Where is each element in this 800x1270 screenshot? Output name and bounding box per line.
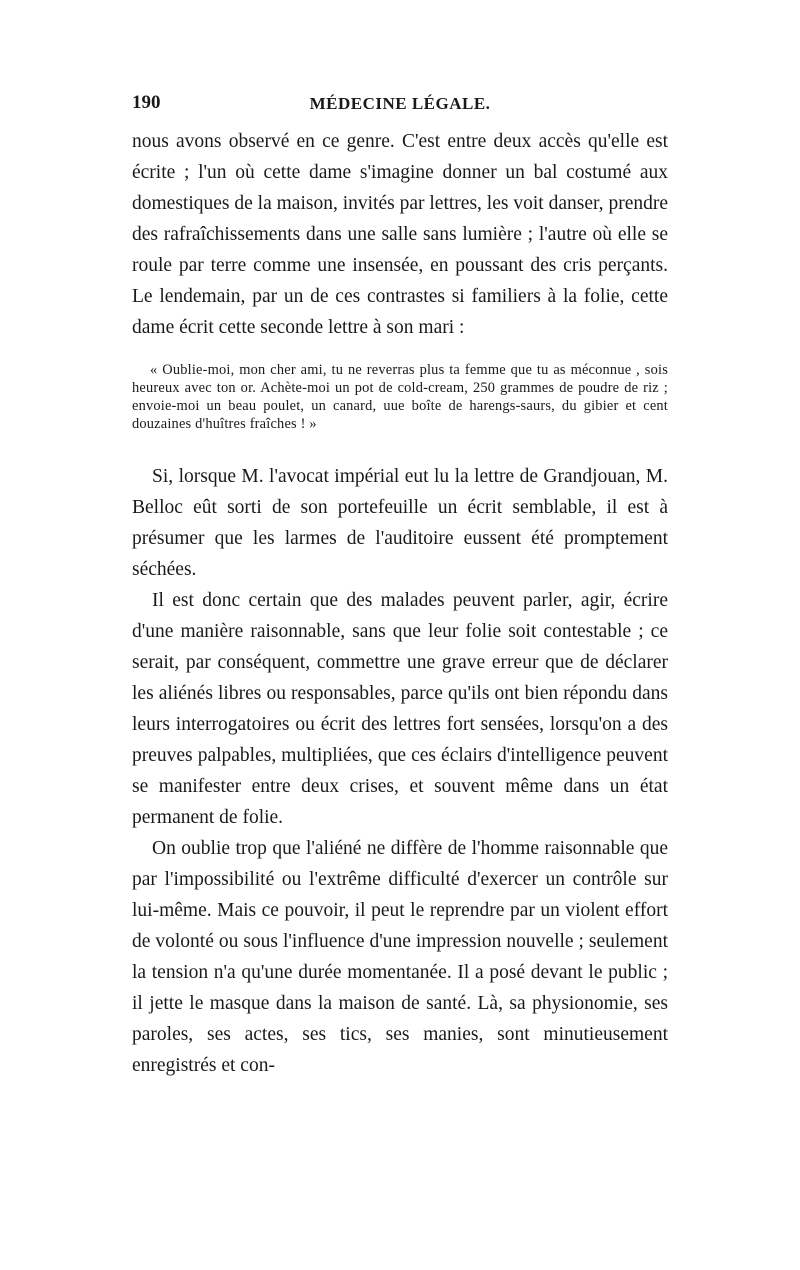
running-title: MÉDECINE LÉGALE.: [309, 94, 491, 113]
quoted-letter: « Oublie-moi, mon cher ami, tu ne reverras plus ta femme que tu as méconnue , sois heureux avec ton or. Achète-moi un pot de cold-cream, 250 grammes de poudre de riz ; envoie-moi un beau poulet, un canard, uue boîte de harengs-saurs, du gibier et cent douzaines d'huîtres fraîches ! »: [132, 362, 668, 432]
body-paragraph: On oublie trop que l'aliéné ne diffère de l'homme raisonnable que par l'impossibilité ou l'extrême difficulté d'exercer un contrôle sur lui-même. Mais ce pouvoir, il peut le reprendre par un violent effort de volonté ou sous l'influence d'une impression nouvelle ; seulement la tension n'a qu'une durée momentanée. Il a posé devant le public ; il jette le masque dans la maison de santé. Là, sa physionomie, ses paroles, ses actes, ses tics, ses manies, sont minutieusement enregistrés et con-: [132, 838, 668, 1076]
body-paragraph: Si, lorsque M. l'avocat impérial eut lu la lettre de Grandjouan, M. Belloc eût sorti de son portefeuille un écrit semblable, il est à présumer que les larmes de l'auditoire eussent été promptement séchées.: [132, 466, 668, 580]
body-paragraph: Il est donc certain que des malades peuvent parler, agir, écrire d'une manière raisonnable, sans que leur folie soit contestable ; ce serait, par conséquent, commettre une grave erreur que de déclarer les aliénés libres ou responsables, parce qu'ils ont bien répondu dans leurs interrogatoires ou écrit des lettres fort sensées, lorsqu'on a des preuves palpables, multipliées, que ces éclairs d'intelligence peuvent se manifester entre deux crises, et souvent même dans un état permanent de folie.: [132, 590, 668, 828]
running-head: [132, 92, 668, 120]
page-number: 190: [132, 92, 161, 113]
book-page: [132, 92, 668, 1081]
body-paragraph: nous avons observé en ce genre. C'est entre deux accès qu'elle est écrite ; l'un où cette dame s'imagine donner un bal costumé aux domestiques de la maison, invités par lettres, les voit danser, prendre des rafraîchissements dans une salle sans lumière ; l'autre où elle se roule par terre comme une insensée, en poussant des cris perçants. Le lendemain, par un de ces contrastes si familiers à la folie, cette dame écrit cette seconde lettre à son mari :: [132, 131, 668, 338]
